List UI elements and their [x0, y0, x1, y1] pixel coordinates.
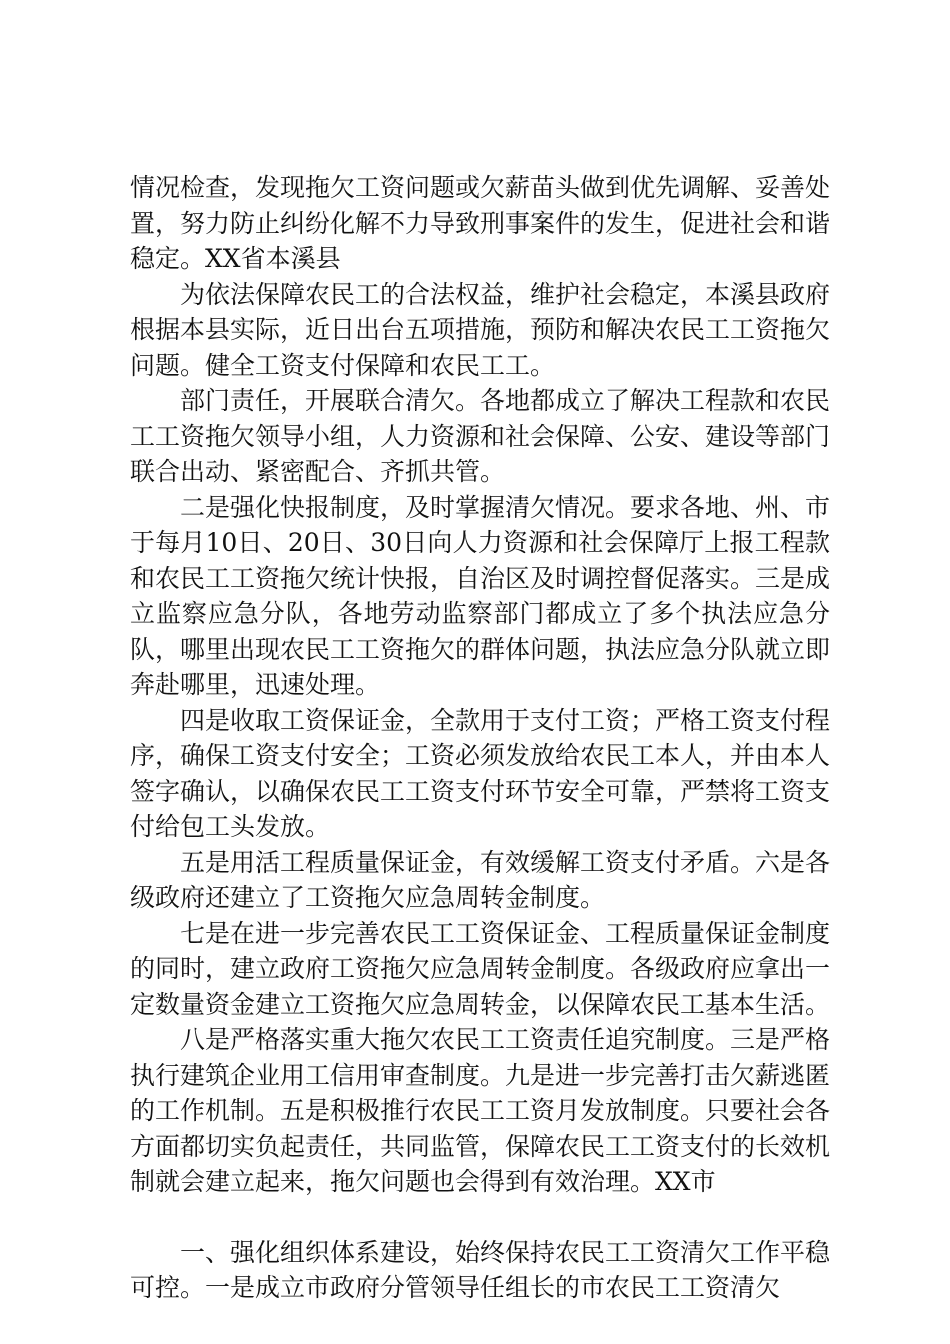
paragraph-benxi-intro: 为依法保障农民工的合法权益，维护社会稳定，本溪县政府根据本县实际，近日出台五项措施，预防和解决农民工工资拖欠问题。健全工资支付保障和农民工工。 [130, 279, 831, 380]
paragraph-wage-deposit: 四是收取工资保证金，全款用于支付工资；严格工资支付程序，确保工资支付安全；工资必须发放给农民工本人，并由本人签字确认，以确保农民工工资支付环节安全可靠，严禁将工资支付给包工头发放。 [130, 705, 831, 841]
document-body [130, 170, 830, 1306]
paragraph-department-responsibility: 部门责任，开展联合清欠。各地都成立了解决工程款和农民工工资拖欠领导小组，人力资源和社会保障、公安、建设等部门联合出动、紧密配合、齐抓共管。 [130, 386, 831, 486]
paragraph-quality-deposit: 五是用活工程质量保证金，有效缓解工资支付矛盾。六是各级政府还建立了工资拖欠应急周转金制度。 [130, 847, 831, 912]
paragraph-accountability: 八是严格落实重大拖欠农民工工资责任追究制度。三是严格执行建筑企业用工信用审查制度。九是进一步完善打击欠薪逃匿的工作机制。五是积极推行农民工工资月发放制度。只要社会各方面都切实负起责任，共同监管，保障农民工工资支付的长效机制就会建立起来，拖欠问题也会得到有效治理。XX市 [130, 1025, 831, 1196]
paragraph-emergency-fund: 七是在进一步完善农民工工资保证金、工程质量保证金制度的同时，建立政府工资拖欠应急周转金制度。各级政府应拿出一定数量资金建立工资拖欠应急周转金，以保障农民工基本生活。 [130, 918, 831, 1019]
paragraph-continuation: 情况检查，发现拖欠工资问题或欠薪苗头做到优先调解、妥善处置，努力防止纠纷化解不力导致刑事案件的发生，促进社会和谐稳定。XX省本溪县 [130, 173, 831, 273]
paragraph-express-report: 二是强化快报制度，及时掌握清欠情况。要求各地、州、市于每月10日、20日、30日向人力资源和社会保障厅上报工程款和农民工工资拖欠统计快报，自治区及时调控督促落实。三是成立监察应急分队，各地劳动监察部门都成立了多个执法应急分队，哪里出现农民工工资拖欠的群体问题，执法应急分队就立即奔赴哪里，迅速处理。 [130, 492, 831, 699]
paragraph-organization-system: 一、强化组织体系建设，始终保持农民工工资清欠工作平稳可控。一是成立市政府分管领导任组长的市农民工工资清欠 [130, 1237, 831, 1302]
